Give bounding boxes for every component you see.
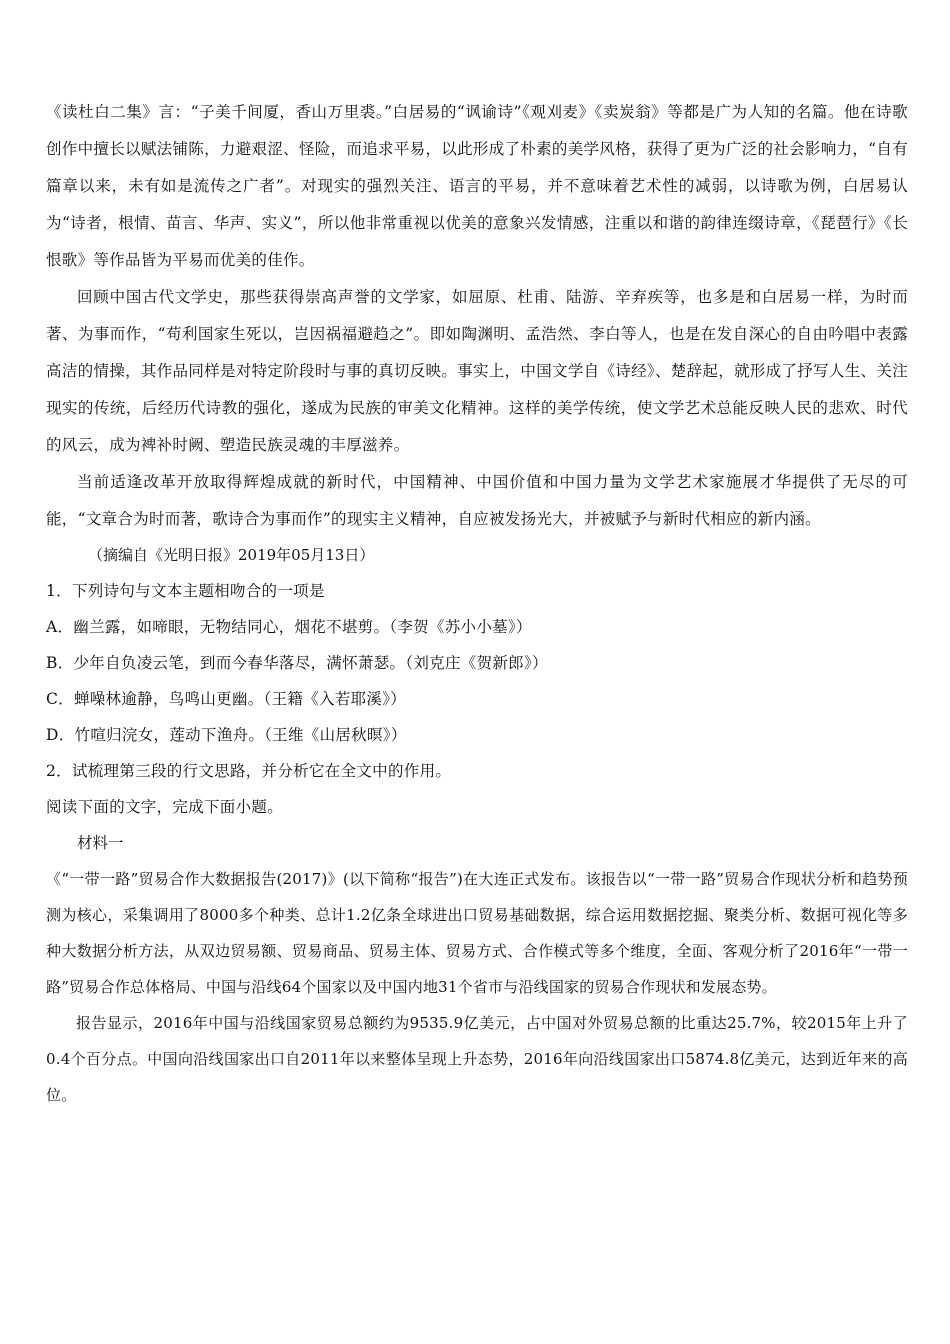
body-paragraph-3: 当前适逢改革开放取得辉煌成就的新时代，中国精神、中国价值和中国力量为文学艺术家施展才华提供了无尽的可能，“文章合为时而著，歌诗合为事而作”的现实主义精神，自应被发扬光大，并被赋予与新时代相应的新内涵。 <box>46 473 908 528</box>
material-title: 材料一 <box>77 834 124 852</box>
question-1-option-d: D．竹喧归浣女，莲动下渔舟。（王维《山居秋暝》） <box>46 726 407 744</box>
source-citation: （摘编自《光明日报》2019年05月13日） <box>88 546 375 564</box>
material-paragraph-1: 《“一带一路”贸易合作大数据报告(2017)》(以下简称“报告”)在大连正式发布。该报告以“一带一路”贸易合作现状分析和趋势预测为核心，采集调用了8000多个种类、总计1.2亿条全球进出口贸易基础数据，综合运用数据挖掘、聚类分析、数据可视化等多种大数据分析方法，从双边贸易额、贸易商品、贸易主体、贸易方式、合作模式等多个维度，全面、客观分析了2016年“一带一路”贸易合作总体格局、中国与沿线64个国家以及中国内地31个省市与沿线国家的贸易合作现状和发展态势。 <box>46 870 908 996</box>
question-1-option-c: C．蝉噪林逾静，鸟鸣山更幽。（王籍《入若耶溪》） <box>46 690 407 708</box>
question-1-option-b: B．少年自负凌云笔，到而今春华落尽，满怀萧瑟。（刘克庄《贺新郎》） <box>46 654 548 672</box>
reading-instruction: 阅读下面的文字，完成下面小题。 <box>46 798 284 816</box>
question-1-option-a: A．幽兰露，如啼眼，无物结同心，烟花不堪剪。（李贺《苏小小墓》） <box>46 618 532 636</box>
question-1-stem: 1．下列诗句与文本主题相吻合的一项是 <box>46 582 325 600</box>
material-paragraph-2: 报告显示，2016年中国与沿线国家贸易总额约为9535.9亿美元，占中国对外贸易总额的比重达25.7%，较2015年上升了0.4个百分点。中国向沿线国家出口自2011年以来整体呈现上升态势，2016年向沿线国家出口5874.8亿美元，达到近年来的高位。 <box>46 1014 908 1104</box>
body-paragraph-2: 回顾中国古代文学史，那些获得崇高声誉的文学家，如屈原、杜甫、陆游、辛弃疾等，也多是和白居易一样，为时而著、为事而作，“苟利国家生死以，岂因祸福避趋之”。即如陶渊明、孟浩然、李白等人，也是在发自深心的自由吟唱中表露高洁的情操，其作品同样是对特定阶段时与事的真切反映。事实上，中国文学自《诗经》、楚辞起，就形成了抒写人生、关注现实的传统，后经历代诗教的强化，遂成为民族的审美文化精神。这样的美学传统，使文学艺术总能反映人民的悲欢、时代的风云，成为裨补时阙、塑造民族灵魂的丰厚滋养。 <box>46 288 908 454</box>
body-paragraph-1: 《读杜白二集》言：“子美千间厦，香山万里裘。”白居易的“讽谕诗”《观刈麦》《卖炭翁》等都是广为人知的名篇。他在诗歌创作中擅长以赋法铺陈，力避艰涩、怪险，而追求平易，以此形成了朴素的美学风格，获得了更为广泛的社会影响力，“自有篇章以来，未有如是流传之广者”。对现实的强烈关注、语言的平易，并不意味着艺术性的减弱，以诗歌为例，白居易认为“诗者，根情、苗言、华声、实义”，所以他非常重视以优美的意象兴发情感，注重以和谐的韵律连缀诗章，《琵琶行》《长恨歌》等作品皆为平易而优美的佳作。 <box>46 103 908 269</box>
question-2: 2．试梳理第三段的行文思路，并分析它在全文中的作用。 <box>46 762 452 780</box>
question-1 <box>46 573 908 753</box>
document-page <box>46 94 908 1113</box>
